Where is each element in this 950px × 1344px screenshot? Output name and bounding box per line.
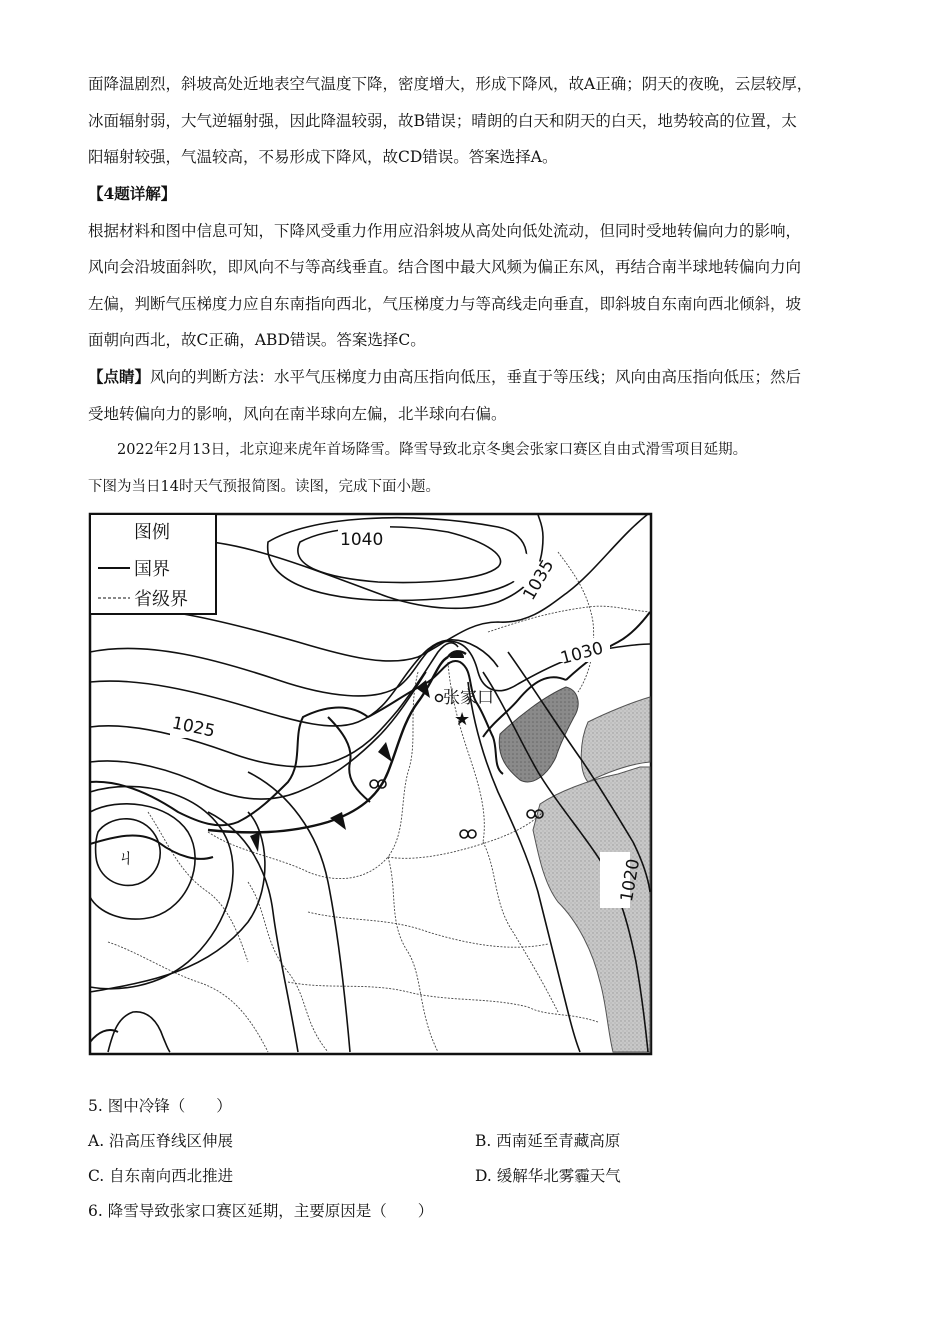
weather-map — [88, 512, 654, 1057]
explanation-line: 左偏，判断气压梯度力应自东南指向西北，气压梯度力与等高线走向垂直，即斜坡自东南向西北倾斜，坡 — [88, 294, 802, 313]
material-line-1: 2022年2月13日，北京迎来虎年首场降雪。降雪导致北京冬奥会张家口赛区自由式滑雪项目延期。 — [117, 442, 748, 458]
material-block — [88, 432, 878, 505]
explanation-q3-block — [88, 66, 878, 176]
dianjing-line-1 — [88, 359, 878, 396]
isobar-label: 1020 — [616, 857, 645, 904]
explanation-line: 面朝向西北，故C正确，ABD错误。答案选择C。 — [88, 331, 426, 349]
map-legend — [90, 514, 216, 614]
legend-provincial-label: 省级界 — [134, 589, 188, 610]
weather-map-figure — [88, 512, 654, 1057]
dianjing-block — [88, 359, 878, 432]
option-5a[interactable]: A. 沿高压脊线区伸展 — [88, 1132, 234, 1150]
city-label: 张家口 — [443, 688, 494, 708]
isobar-label: 1035 — [519, 556, 559, 604]
dianjing-text: 风向的判断方法：水平气压梯度力由高压指向低压，垂直于等压线；风向由高压指向低压；然后 — [150, 368, 802, 386]
explanation-line: 风向会沿坡面斜吹，即风向不与等高线垂直。结合图中最大风频为偏正东风，再结合南半球地转偏向力向 — [88, 258, 802, 276]
isobar-label: 1030 — [558, 638, 606, 669]
option-5b[interactable]: B. 西南延至青藏高原 — [475, 1132, 621, 1150]
question-5-stem: 5. 图中冷锋（ ） — [88, 1097, 232, 1115]
question-6-stem: 6. 降雪导致张家口赛区延期，主要原因是（ ） — [88, 1202, 434, 1220]
option-5d[interactable]: D. 缓解华北雾霾天气 — [475, 1167, 621, 1185]
explanation-line: 根据材料和图中信息可知，下降风受重力作用应沿斜坡从高处向低处流动，但同时受地转偏向力的影响， — [88, 221, 802, 240]
q4-heading: 【4题详解】 — [88, 184, 177, 203]
isobar-label: 1040 — [340, 530, 384, 550]
beijing-star-icon: ★ — [454, 709, 471, 730]
isobar-label: 1025 — [170, 713, 217, 742]
low-pressure-symbol: ㄐ — [116, 845, 136, 869]
explanation-q4-block — [88, 176, 878, 359]
explanation-line: 冰面辐射弱，大气逆辐射强，因此降温较弱，故B错误；晴朗的白天和阴天的白天，地势较高的位置，太 — [88, 111, 797, 130]
zhangjiakou-dot — [436, 695, 443, 702]
legend-national-label: 国界 — [134, 559, 170, 580]
material-line-2: 下图为当日14时天气预报简图。读图，完成下面小题。 — [88, 478, 440, 495]
legend-title: 图例 — [134, 522, 170, 543]
explanation-line: 面降温剧烈，斜坡高处近地表空气温度下降，密度增大，形成下降风，故A正确；阴天的夜晚，云层较厚， — [88, 75, 813, 93]
dianjing-line-2: 受地转偏向力的影响，风向在南半球向左偏，北半球向右偏。 — [88, 404, 507, 423]
option-5c[interactable]: C. 自东南向西北推进 — [88, 1167, 234, 1185]
dianjing-label: 【点睛】 — [88, 367, 151, 386]
explanation-line: 阳辐射较强，气温较高，不易形成下降风，故CD错误。答案选择A。 — [88, 148, 558, 166]
